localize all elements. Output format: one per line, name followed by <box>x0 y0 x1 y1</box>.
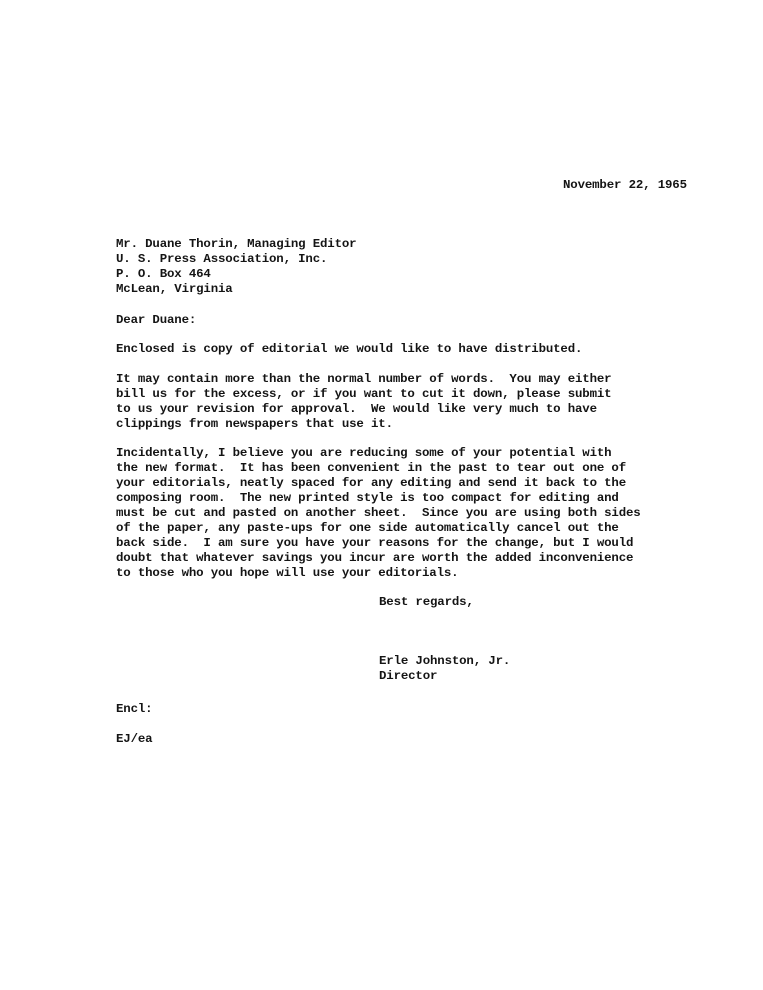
recipient-line: Mr. Duane Thorin, Managing Editor <box>116 237 357 251</box>
typist-initials: EJ/ea <box>116 732 153 746</box>
body-line: back side. I am sure you have your reasons for the change, but I would <box>116 536 634 550</box>
body-paragraph-2 <box>116 372 676 432</box>
signature-title: Director <box>379 669 438 683</box>
body-line: Enclosed is copy of editorial we would like to have distributed. <box>116 342 583 356</box>
body-paragraph-3 <box>116 446 676 581</box>
body-line: of the paper, any paste-ups for one side automatically cancel out the <box>116 521 619 535</box>
body-line: to those who you hope will use your editorials. <box>116 566 459 580</box>
body-line: doubt that whatever savings you incur are worth the added inconvenience <box>116 551 634 565</box>
body-line: composing room. The new printed style is too compact for editing and <box>116 491 619 505</box>
recipient-line: U. S. Press Association, Inc. <box>116 252 328 266</box>
letter-date: November 22, 1965 <box>563 178 687 192</box>
salutation: Dear Duane: <box>116 313 197 327</box>
body-line: It may contain more than the normal number of words. You may either <box>116 372 612 386</box>
body-paragraph-1 <box>116 342 676 357</box>
body-line: bill us for the excess, or if you want to cut it down, please submit <box>116 387 612 401</box>
body-line: Incidentally, I believe you are reducing some of your potential with <box>116 446 612 460</box>
enclosure-note: Encl: <box>116 702 153 716</box>
body-line: to us your revision for approval. We would like very much to have <box>116 402 597 416</box>
body-line: the new format. It has been convenient in the past to tear out one of <box>116 461 626 475</box>
body-line: clippings from newspapers that use it. <box>116 417 393 431</box>
body-line: must be cut and pasted on another sheet. Since you are using both sides <box>116 506 641 520</box>
signature-name: Erle Johnston, Jr. <box>379 654 511 668</box>
recipient-address <box>116 237 676 297</box>
recipient-line: P. O. Box 464 <box>116 267 211 281</box>
recipient-line: McLean, Virginia <box>116 282 233 296</box>
body-line: your editorials, neatly spaced for any editing and send it back to the <box>116 476 626 490</box>
closing: Best regards, <box>379 595 474 609</box>
